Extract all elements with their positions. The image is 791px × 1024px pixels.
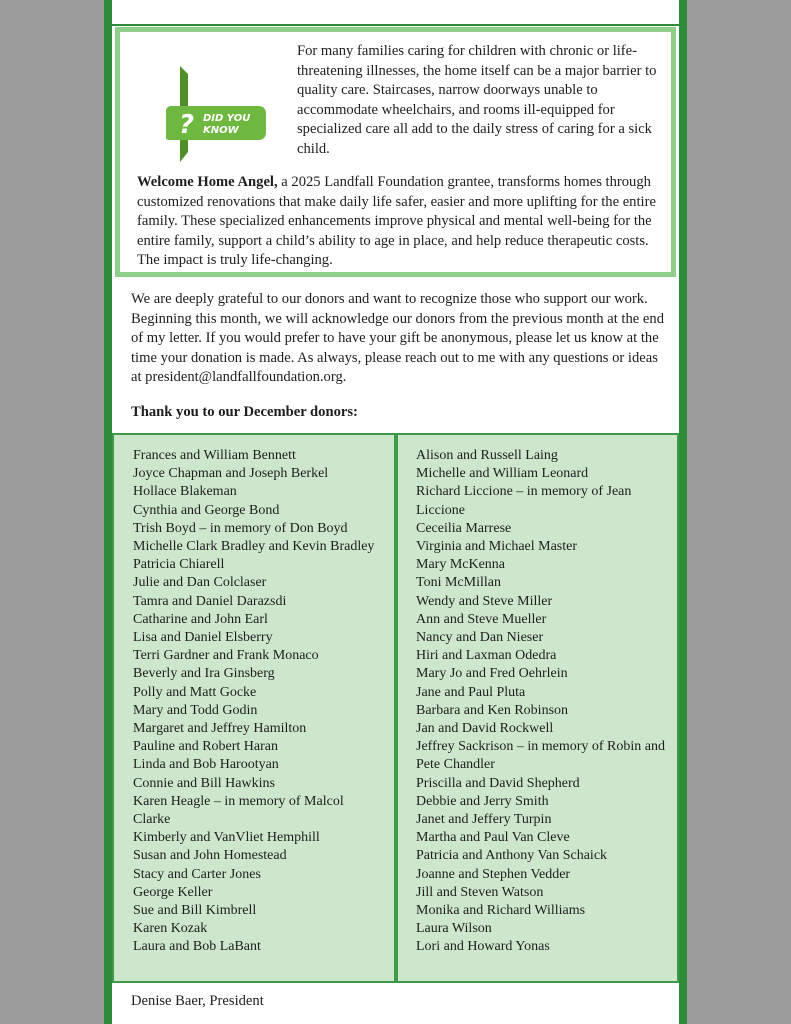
donor-name: Linda and Bob Harootyan — [133, 757, 279, 773]
signature: Denise Baer, President — [131, 993, 264, 1009]
donor-name: Ceceilia Marrese — [416, 520, 512, 536]
donor-name: Connie and Bill Hawkins — [133, 775, 275, 791]
donor-name: Sue and Bill Kimbrell — [133, 903, 257, 919]
donor-name: Beverly and Ira Ginsberg — [133, 666, 275, 682]
donor-column-left — [112, 433, 396, 983]
donor-name: Nancy and Dan Nieser — [416, 630, 544, 646]
did-you-know-box — [115, 27, 676, 277]
donor-name: Mary McKenna — [416, 557, 506, 573]
grantee-description: a 2025 Landfall Foundation grantee, transforms homes through customized renovations that make daily life safer, easier and more uplifting for the entire family. These specialized enhancements improve physical and mental well-being for the entire family, support a child’s ability to age in place, and help reduce therapeutic costs. The impact is truly life-changing. — [137, 174, 656, 269]
grantee-name: Welcome Home Angel, — [137, 174, 278, 190]
donor-name: Priscilla and David Shepherd — [416, 775, 580, 791]
donor-name: George Keller — [133, 884, 213, 900]
donor-name: Ann and Steve Mueller — [416, 611, 547, 627]
donor-list-left — [133, 447, 378, 957]
donor-name: Pauline and Robert Haran — [133, 739, 279, 755]
donor-name: Patricia Chiarell — [133, 557, 225, 573]
badge-text-line2: KNOW — [203, 125, 239, 136]
donor-name: Janet and Jeffery Turpin — [416, 812, 552, 828]
donor-name: Joanne and Stephen Vedder — [416, 866, 571, 882]
donor-name: Toni McMillan — [416, 575, 501, 591]
donor-name: Margaret and Jeffrey Hamilton — [133, 721, 307, 737]
donor-name: Monika and Richard Williams — [416, 903, 586, 919]
donor-name: Karen Kozak — [133, 921, 208, 937]
donor-name: Tamra and Daniel Darazsdi — [133, 593, 287, 609]
donor-name: Kimberly and VanVliet Hemphill — [133, 830, 320, 846]
donor-name: Richard Liccione – in memory of Jean Liccione — [416, 484, 632, 518]
top-divider — [112, 24, 679, 26]
donor-name: Jeffrey Sackrison – in memory of Robin and Pete Chandler — [416, 739, 665, 773]
donor-name: Susan and John Homestead — [133, 848, 287, 864]
donor-list-heading: Thank you to our December donors: — [131, 404, 358, 420]
donor-name: Hiri and Laxman Odedra — [416, 648, 557, 664]
donor-name: Debbie and Jerry Smith — [416, 793, 549, 809]
donor-name: Michelle Clark Bradley and Kevin Bradley — [133, 539, 375, 555]
donor-name: Terri Gardner and Frank Monaco — [133, 648, 319, 664]
donor-name: Virginia and Michael Master — [416, 539, 578, 555]
donor-name: Jill and Steven Watson — [416, 884, 544, 900]
donor-name: Lisa and Daniel Elsberry — [133, 630, 273, 646]
donor-name: Hollace Blakeman — [133, 484, 237, 500]
donor-name: Jan and David Rockwell — [416, 721, 554, 737]
donor-name: Julie and Dan Colclaser — [133, 575, 267, 591]
donor-name: Karen Heagle – in memory of Malcol Clarke — [133, 793, 344, 828]
donor-name: Cynthia and George Bond — [133, 502, 280, 518]
donor-name: Frances and William Bennett — [133, 448, 296, 463]
donor-name: Lori and Howard Yonas — [416, 939, 550, 955]
grantee-paragraph — [137, 173, 672, 271]
badge-text-line1: DID YOU — [203, 113, 251, 124]
donor-name: Joyce Chapman and Joseph Berkel — [133, 466, 329, 482]
donor-column-right — [396, 433, 679, 983]
did-you-know-intro: For many families caring for children with chronic or life-threatening illnesses, the home itself can be a major barrier to quality care. Staircases, narrow doorways unable to accommodate wheelchairs, and rooms ill-equipped for specialized care all add to the daily stress of caring for a sick child. — [297, 43, 657, 157]
did-you-know-badge — [158, 66, 273, 166]
donor-name: Mary Jo and Fred Oehrlein — [416, 666, 568, 682]
donor-name: Jane and Paul Pluta — [416, 684, 526, 700]
donor-list-right — [416, 447, 666, 957]
donor-name: Barbara and Ken Robinson — [416, 702, 569, 718]
donor-name: Trish Boyd – in memory of Don Boyd — [133, 520, 348, 536]
donor-name: Stacy and Carter Jones — [133, 866, 261, 882]
donor-thanks-paragraph: We are deeply grateful to our donors and want to recognize those who support our work. Beginning this month, we will acknowledge our donors from the previous month at the end of my letter. If you would prefer to have your gift be anonymous, please let us know at the time your donation is made. As always, please reach out to me with any questions or ideas at president@landfallfoundation.org. — [131, 291, 664, 386]
donor-name: Laura Wilson — [416, 921, 492, 937]
question-mark-icon: ? — [179, 110, 195, 140]
donor-name: Wendy and Steve Miller — [416, 593, 553, 609]
donor-name: Laura and Bob LaBant — [133, 939, 261, 955]
donor-name: Catharine and John Earl — [133, 611, 268, 627]
donor-name: Alison and Russell Laing — [416, 448, 558, 463]
donor-name: Mary and Todd Godin — [133, 702, 258, 718]
donor-name: Patricia and Anthony Van Schaick — [416, 848, 608, 864]
newsletter-page — [104, 0, 687, 1024]
donor-name: Polly and Matt Gocke — [133, 684, 257, 700]
donor-name: Martha and Paul Van Cleve — [416, 830, 570, 846]
donor-name: Michelle and William Leonard — [416, 466, 589, 482]
